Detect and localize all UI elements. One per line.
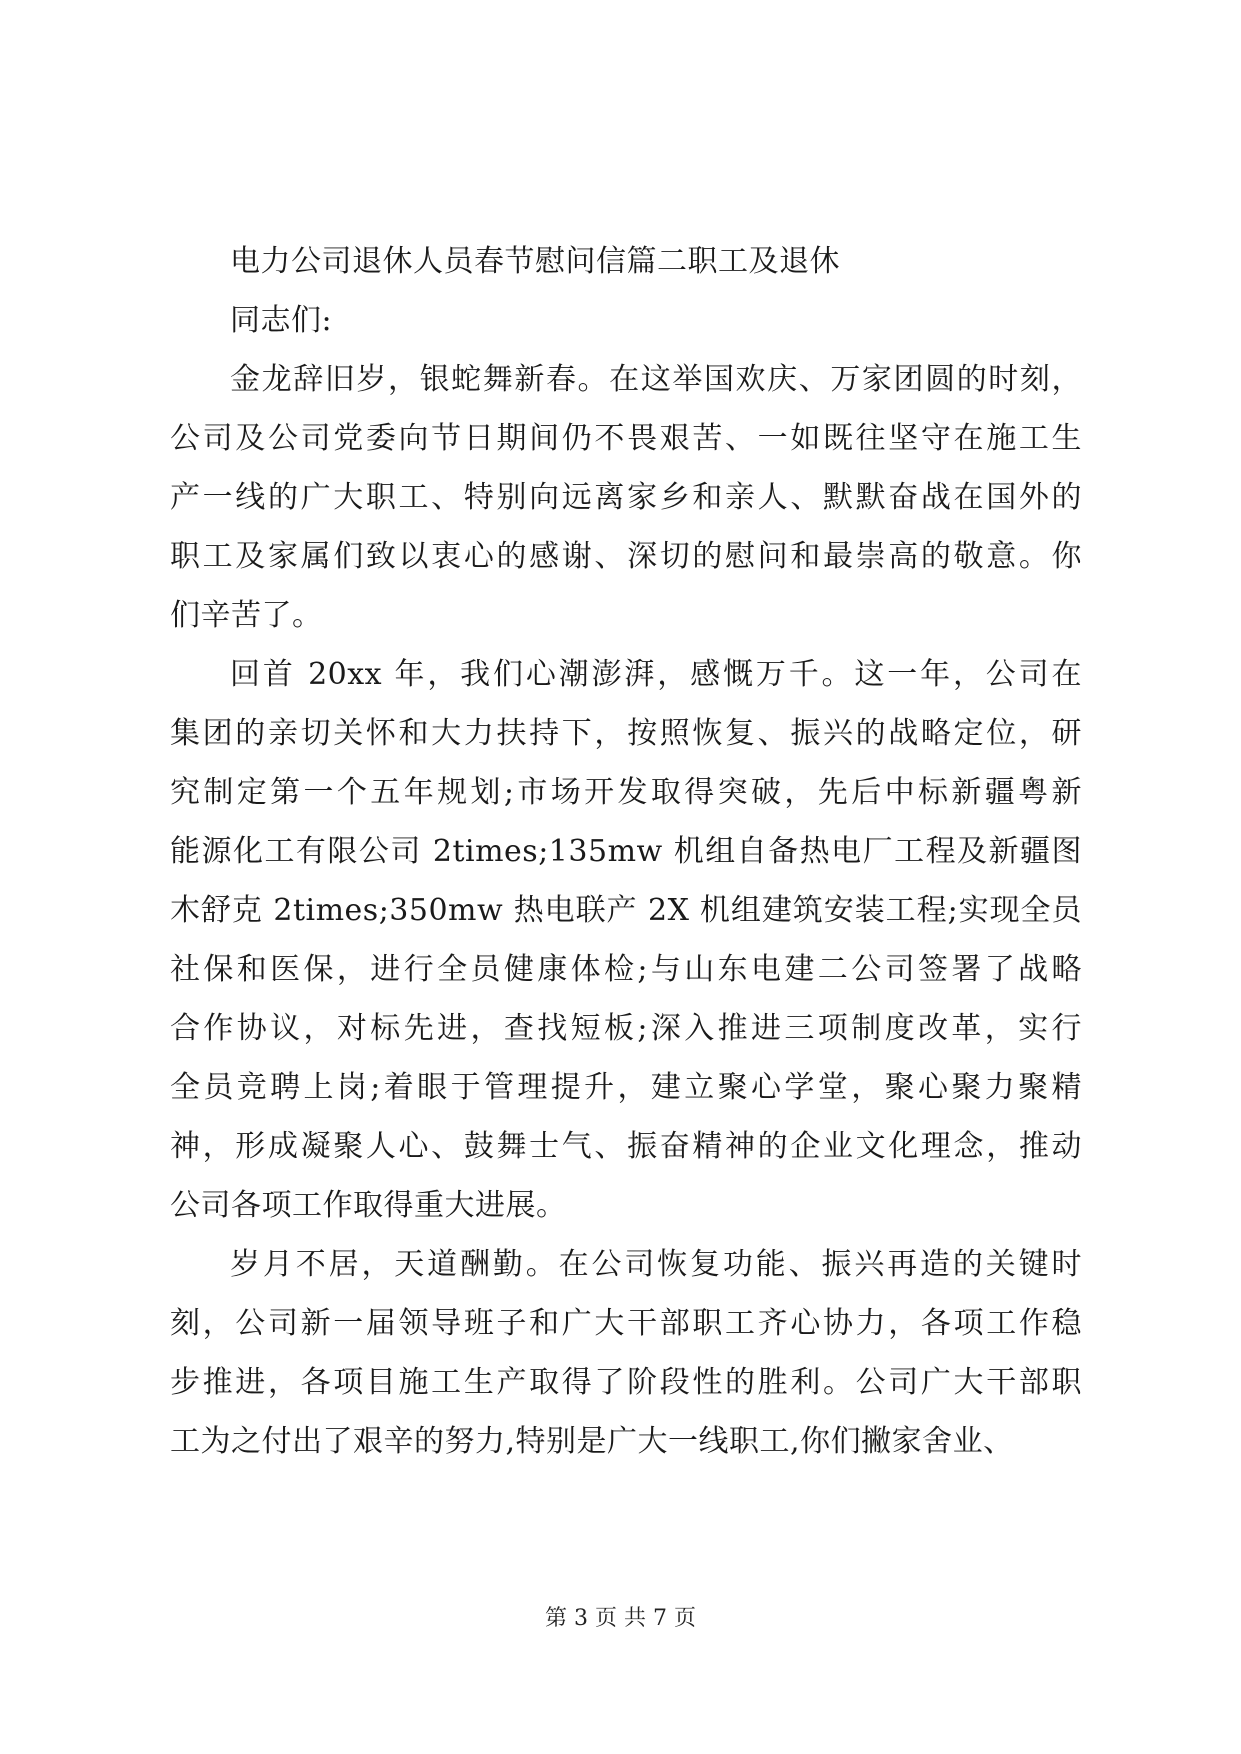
salutation xyxy=(170,291,1082,350)
paragraph-1 xyxy=(170,350,1082,645)
text-line: 究制定第一个五年规划;市场开发取得突破，先后中标新疆粤新 xyxy=(170,775,1082,810)
paragraph-2 xyxy=(170,645,1082,1235)
text-line: 电力公司退休人员春节慰问信篇二职工及退休 xyxy=(230,244,840,279)
text-line: 回首 20xx 年，我们心潮澎湃，感慨万千。这一年，公司在 xyxy=(230,657,1082,692)
text-line: 岁月不居，天道酬勤。在公司恢复功能、振兴再造的关键时 xyxy=(230,1247,1082,1282)
text-line: 社保和医保，进行全员健康体检;与山东电建二公司签署了战略 xyxy=(170,952,1082,987)
text-line: 公司及公司党委向节日期间仍不畏艰苦、一如既往坚守在施工生 xyxy=(170,421,1082,456)
text-line: 们辛苦了。 xyxy=(170,598,323,633)
text-line: 能源化工有限公司 2times;135mw 机组自备热电厂工程及新疆图 xyxy=(170,834,1082,869)
paragraph-3 xyxy=(170,1235,1082,1471)
text-line: 神，形成凝聚人心、鼓舞士气、振奋精神的企业文化理念，推动 xyxy=(170,1129,1082,1164)
text-line: 集团的亲切关怀和大力扶持下，按照恢复、振兴的战略定位，研 xyxy=(170,716,1082,751)
page-footer: 第 3 页 共 7 页 xyxy=(545,1606,696,1631)
text-line: 同志们: xyxy=(230,303,333,338)
text-line: 合作协议，对标先进，查找短板;深入推进三项制度改革，实行 xyxy=(170,1011,1082,1046)
text-line: 产一线的广大职工、特别向远离家乡和亲人、默默奋战在国外的 xyxy=(170,480,1082,515)
text-line: 步推进，各项目施工生产取得了阶段性的胜利。公司广大干部职 xyxy=(170,1365,1082,1400)
text-line: 刻，公司新一届领导班子和广大干部职工齐心协力，各项工作稳 xyxy=(170,1306,1082,1341)
document-body xyxy=(170,232,1082,1471)
doc-title xyxy=(170,232,1082,291)
text-line: 公司各项工作取得重大进展。 xyxy=(170,1188,567,1223)
text-line: 工为之付出了艰辛的努力,特别是广大一线职工,你们撇家舍业、 xyxy=(170,1424,1014,1459)
text-line: 金龙辞旧岁，银蛇舞新春。在这举国欢庆、万家团圆的时刻， xyxy=(230,362,1082,397)
text-line: 全员竞聘上岗;着眼于管理提升，建立聚心学堂，聚心聚力聚精 xyxy=(170,1070,1082,1105)
text-line: 职工及家属们致以衷心的感谢、深切的慰问和最崇高的敬意。你 xyxy=(170,539,1082,574)
text-line: 木舒克 2times;350mw 热电联产 2X 机组建筑安装工程;实现全员 xyxy=(170,893,1082,928)
